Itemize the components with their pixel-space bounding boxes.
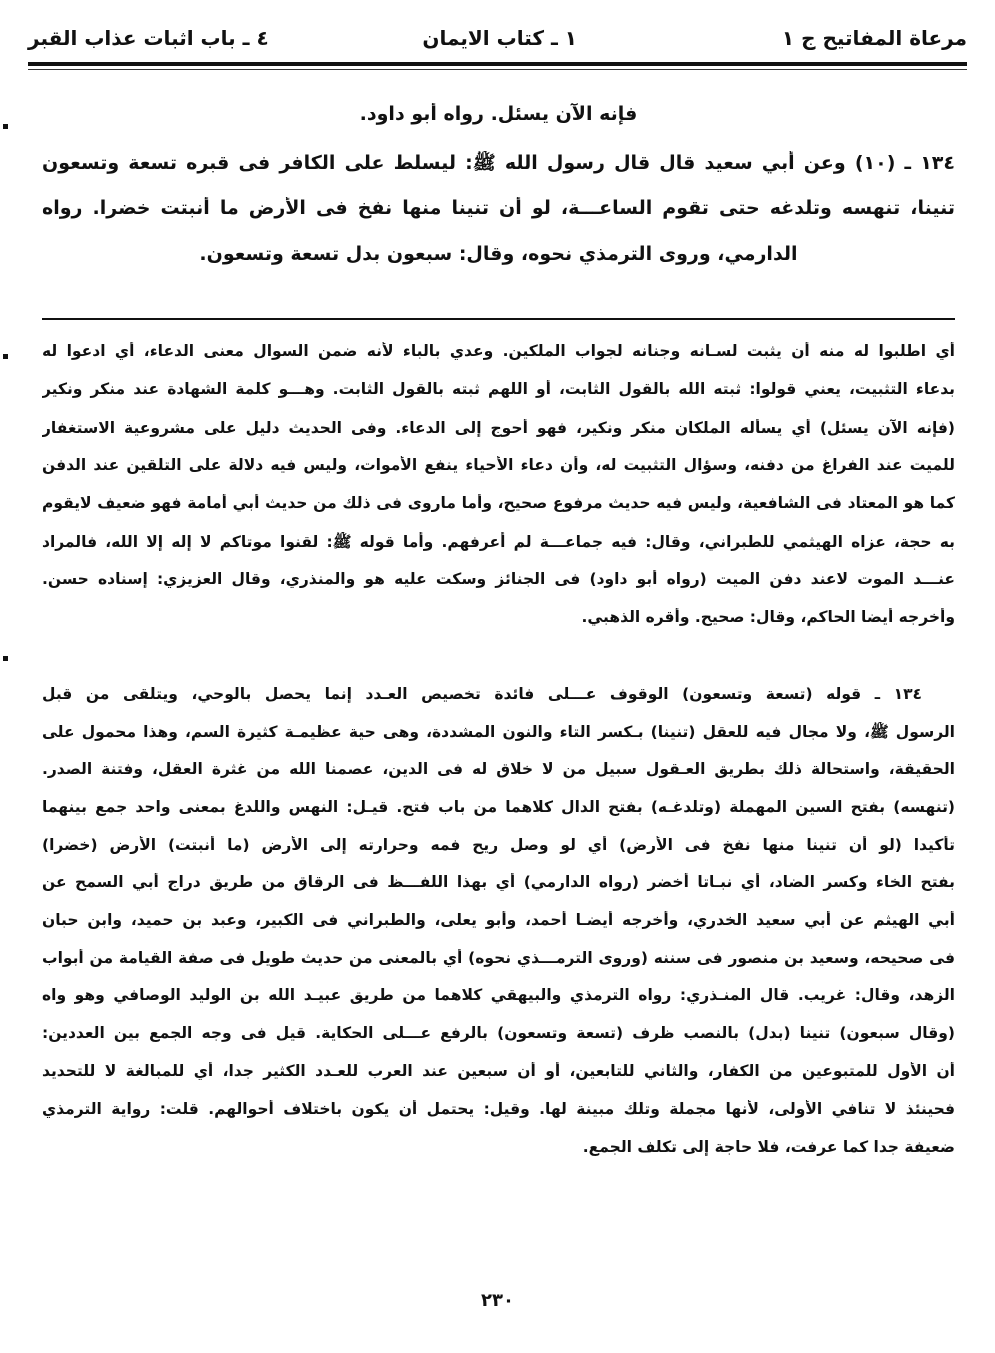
commentary-line: أن الأول للمتبوعين من الكفار، والثاني للتابعين، أو أن سبعين عند العرب للعـدد الكثير جدا، أي للمبالغة لا للتحديد <box>42 1062 955 1080</box>
commentary-line: (فإنه الآن يسئل) أي يسأله الملكان منكر ونكير، فهو أحوج إلى الدعاء. وفى الحديث دليل على مشروعية الاستغفار <box>42 419 955 437</box>
commentary-line: كما هو المعتاد فى الشافعية، وليس فيه حديث مرفوع صحيح، وأما ماروى فى ذلك من حديث أبي أمامة فهو ضعيف لايقوم <box>42 494 955 512</box>
commentary-line: (وقال سبعون) تنينا (بدل) بالنصب ظرف (تسعة وتسعون) بالرفع عـــلى الحكاية. قيل فى وجه الجمع بين العددين: <box>42 1024 955 1042</box>
header-rule <box>28 62 967 66</box>
margin-mark <box>3 354 8 359</box>
running-header <box>28 22 967 58</box>
commentary-line: عنـــد الموت لاعند دفن الميت (رواه أبو داود) فى الجنائز وسكت عليه هو والمنذري، وقال العزيزي: إسناده حسن. <box>42 570 955 588</box>
margin-mark <box>3 656 8 661</box>
section-title: ٤ ـ باب اثبات عذاب القبر <box>28 26 269 50</box>
commentary-line: (تنهسه) بفتح السين المهملة (وتلدغـه) بفتح الدال كلاهما من باب فتح. قيـل: النهس واللدغ بمعنى واحد جمع بينهما <box>42 798 955 816</box>
commentary-line: ١٣٤ ـ قوله (تسعة وتسعون) الوقوف عـــلى فائدة تخصيص العـدد إنما يحصل بالوحي، ويتلقى من قبل <box>42 685 922 703</box>
commentary-line: بدعاء التثبيت، يعني قولوا: ثبته الله بالقول الثابت، أو اللهم ثبته بالقول الثابت. وهـــو كلمة الشهادة عند منكر ونكير <box>42 380 955 398</box>
commentary-line: وأخرجه أيضا الحاكم، وقال: صحيح. وأقره الذهبي. <box>581 608 955 626</box>
hadith-line: الدارمي، وروى الترمذي نحوه، وقال: سبعون بدل تسعة وتسعون. <box>199 243 798 265</box>
margin-mark <box>3 124 8 129</box>
commentary-line: أي اطلبوا له منه أن يثبت لسـانه وجنانه لجواب الملكين. وعدي بالباء لأنه ضمن السوال معنى الدعاء، أي ادعوا له <box>42 342 955 360</box>
commentary-line: فحينئذ لا تنافي الأولى، لأنها مجملة وتلك مبينة لها. وقيل: يحتمل أن يكون باختلاف أحوالهم. قلت: رواية الترمذي <box>42 1100 955 1118</box>
page-number: ٢٣٠ <box>481 1290 514 1311</box>
commentary-line: تأكيدا (لو أن تنينا منها نفخ فى الأرض) أي لو وصل ريح فمه وحرارته إلى الأرض (ما أنبتت) الأرض (خضرا) <box>42 836 955 854</box>
book-title: مرعاة المفاتيح ج ١ <box>781 26 967 50</box>
header-rule-thin <box>28 69 967 70</box>
footnote-separator <box>42 318 955 320</box>
commentary-line: الحقيقة، واستحالة ذلك بطريق العـقول سبيل من لا خلاق له فى الدين، عصمنا الله من غثرة العقل، وفتنة الصدر. <box>42 760 955 778</box>
commentary-line: بفتح الخاء وكسر الضاد، أي نبـاتا أخضر (رواه الدارمي) أي بهذا اللفـــظ فى الرقاق من طريق دراج أبي السمح عن <box>42 873 955 891</box>
hadith-line: تنينا، تنهسه وتلدغه حتى تقوم الساعـــة، لو أن تنينا منها نفخ فى الأرض ما أنبتت خضرا. رواه <box>42 197 955 219</box>
chapter-title: ١ ـ كتاب الايمان <box>422 26 577 50</box>
commentary-line: الزهد، وقال: غريب. قال المنـذري: رواه الترمذي والبيهقي كلاهما من طريق عبيـد الله بن الوليد الوصافي وهو واه <box>42 986 955 1004</box>
commentary-line: ضعيفة جدا كما عرفت، فلا حاجة إلى تكلف الجمع. <box>582 1138 955 1156</box>
commentary-line: للميت عند الفراغ من دفنه، وسؤال التثبيت له، وأن دعاء الأحياء ينفع الأموات، وليس فيه دلالة على التلقين عند الدفن <box>42 456 955 474</box>
hadith-line: فإنه الآن يسئل. رواه أبو داود. <box>359 103 638 125</box>
commentary-line: أبي الهيثم عن أبي سعيد الخدري، وأخرجه أيضـا أحمد، وأبو يعلى، والطبراني فى الكبير، وعبد بن حميد، وابن حبان <box>42 911 955 929</box>
commentary-line: فى صحيحه، وسعيد بن منصور فى سننه (وروى الترمـــذي نحوه) أي بالمعنى من حديث طويل فى صفة القيامة من أبواب <box>42 949 955 967</box>
commentary-line: الرسول ﷺ، ولا مجال فيه للعقل (تنينا) بـكسر التاء والنون المشددة، وهى حية عظيمـة كثيرة السم، وهذا محمول على <box>42 723 955 741</box>
hadith-line: ١٣٤ ـ (١٠) وعن أبي سعيد قال قال رسول الله ﷺ: ليسلط على الكافر فى قبره تسعة وتسعون <box>42 152 955 174</box>
commentary-line: به حجة، عزاه الهيثمي للطبراني، وقال: فيه جماعـــة لم أعرفهم. وأما قوله ﷺ: لقنوا موتاكم لا إله إلا الله، فالمراد <box>42 533 955 551</box>
